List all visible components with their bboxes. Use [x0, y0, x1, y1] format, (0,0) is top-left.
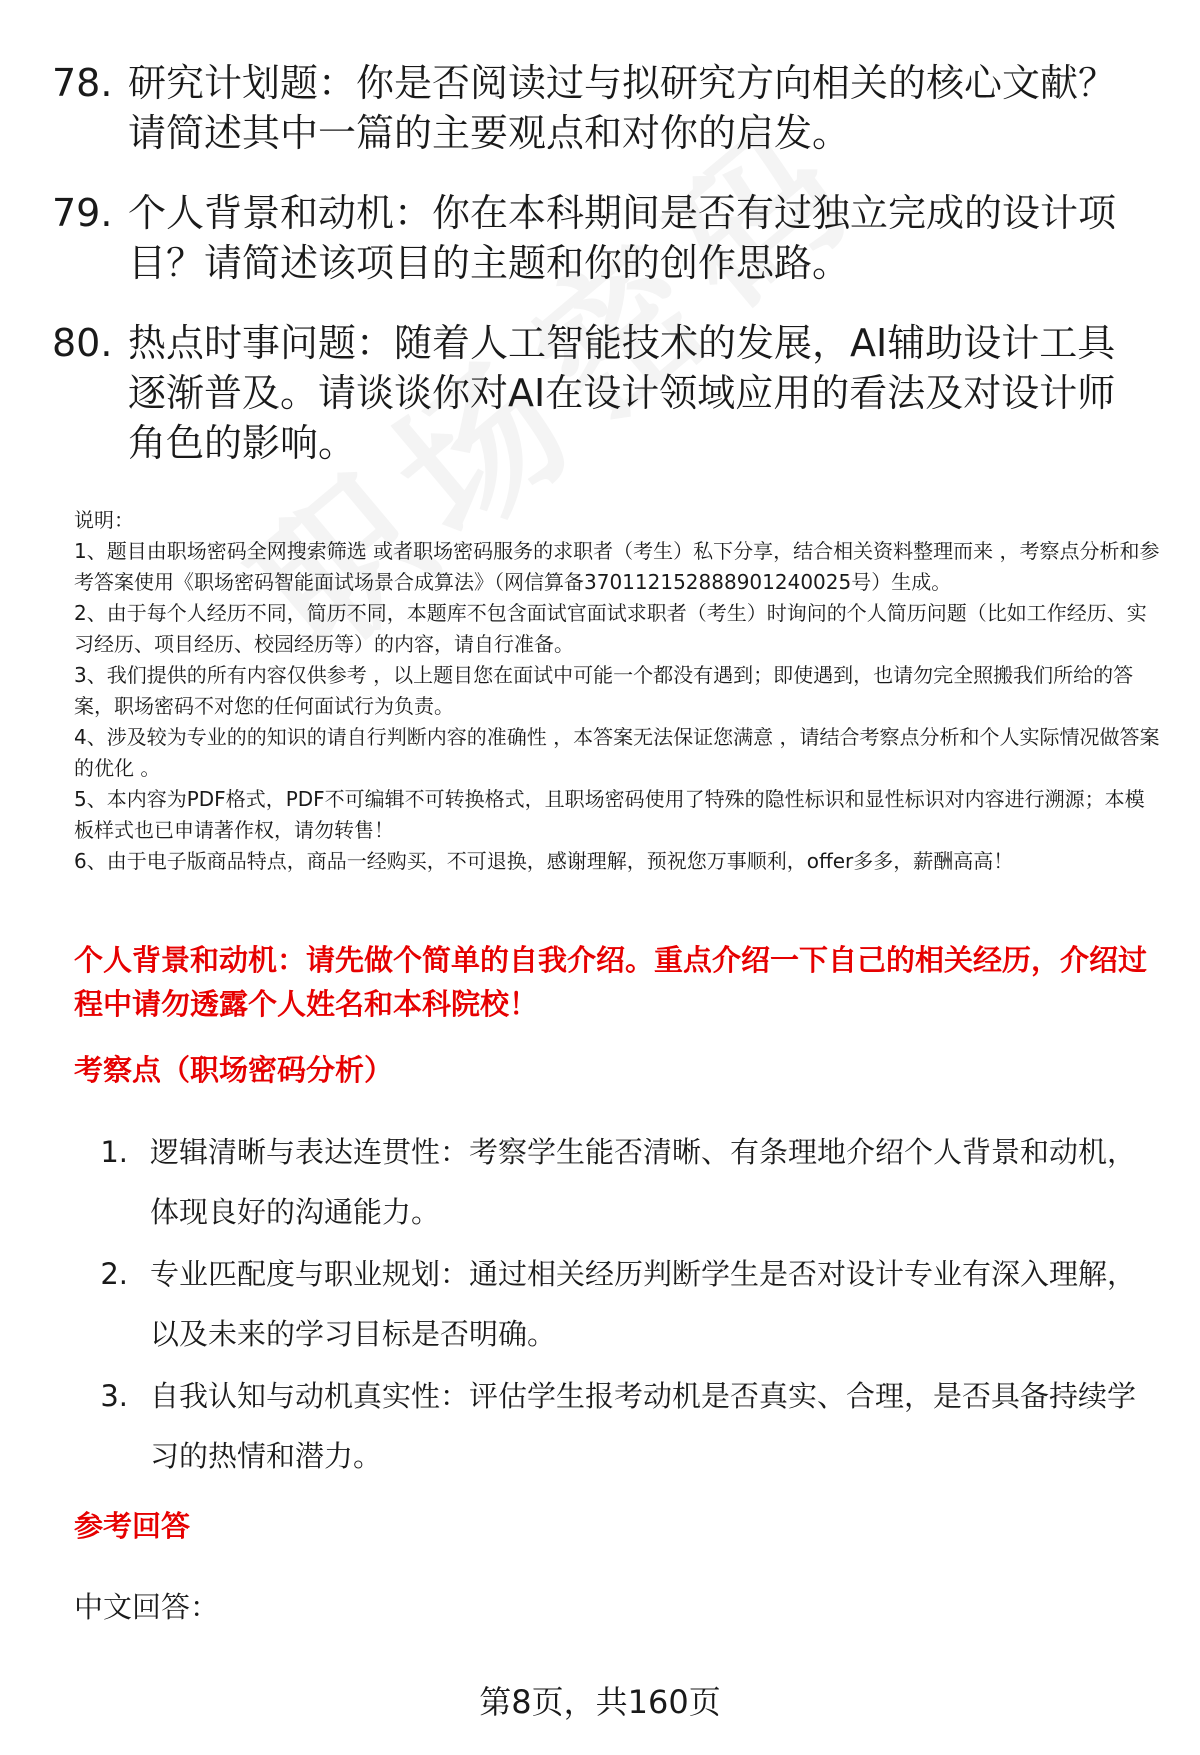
current-question-heading: 个人背景和动机：请先做个简单的自我介绍。重点介绍一下自己的相关经历，介绍过程中请勿透露个人姓名和本科院校！	[74, 943, 1148, 1021]
note-item: 5、本内容为PDF格式，PDF不可编辑不可转换格式，且职场密码使用了特殊的隐性标识和显性标识对内容进行溯源；本模板样式也已申请著作权，请勿转售！	[74, 787, 1145, 842]
note-item: 6、由于电子版商品特点，商品一经购买，不可退换，感谢理解，预祝您万事顺利，offer多多，薪酬高高！	[74, 849, 1014, 873]
point-text: 逻辑清晰与表达连贯性：考察学生能否清晰、有条理地介绍个人背景和动机，体现良好的沟通能力。	[150, 1135, 1137, 1229]
answer-label: 中文回答：	[74, 1590, 220, 1624]
analysis-points	[74, 1122, 1154, 1488]
point-text: 自我认知与动机真实性：评估学生报考动机是否真实、合理，是否具备持续学习的热情和潜力。	[150, 1379, 1137, 1473]
notes-title: 说明：	[74, 508, 134, 532]
analysis-heading: 考察点（职场密码分析）	[74, 1053, 394, 1087]
note-item: 2、由于每个人经历不同，简历不同，本题库不包含面试官面试求职者（考生）时询问的个人简历问题（比如工作经历、实习经历、项目经历、校园经历等）的内容，请自行准备。	[74, 601, 1147, 656]
analysis-point	[74, 1244, 1154, 1364]
question-list	[52, 58, 1162, 498]
point-number: 2.	[100, 1257, 128, 1291]
notes-section	[74, 505, 1164, 877]
analysis-point	[74, 1122, 1154, 1242]
answer-heading: 参考回答	[74, 1509, 191, 1543]
analysis-point	[74, 1366, 1154, 1486]
note-item: 1、题目由职场密码全网搜索筛选 或者职场密码服务的求职者（考生）私下分享，结合相关资料整理而来 ，考察点分析和参考答案使用《职场密码智能面试场景合成算法》（网信算备370112152888901240025号）生成。	[74, 539, 1160, 594]
note-item: 4、涉及较为专业的的知识的请自行判断内容的准确性 ，本答案无法保证您满意 ，请结合考察点分析和个人实际情况做答案的优化 。	[74, 725, 1160, 780]
point-text: 专业匹配度与职业规划：通过相关经历判断学生是否对设计专业有深入理解，以及未来的学习目标是否明确。	[150, 1257, 1137, 1351]
question-number: 78.	[52, 61, 113, 105]
note-item: 3、我们提供的所有内容仅供参考 ，以上题目您在面试中可能一个都没有遇到；即使遇到，也请勿完全照搬我们所给的答案，职场密码不对您的任何面试行为负责。	[74, 663, 1134, 718]
question-text: 热点时事问题：随着人工智能技术的发展，AI辅助设计工具逐渐普及。请谈谈你对AI在设计领域应用的看法及对设计师角色的影响。	[128, 321, 1116, 465]
question-number: 79.	[52, 191, 113, 235]
point-number: 1.	[100, 1135, 128, 1169]
question-text: 研究计划题：你是否阅读过与拟研究方向相关的核心文献？请简述其中一篇的主要观点和对你的启发。	[128, 61, 1117, 155]
question-item	[52, 188, 1162, 288]
question-item	[52, 58, 1162, 158]
page-number: 第8页，共160页	[479, 1683, 721, 1721]
point-number: 3.	[100, 1379, 128, 1413]
question-number: 80.	[52, 321, 113, 365]
question-text: 个人背景和动机：你在本科期间是否有过独立完成的设计项目？请简述该项目的主题和你的创作思路。	[128, 191, 1117, 285]
question-item	[52, 318, 1162, 468]
